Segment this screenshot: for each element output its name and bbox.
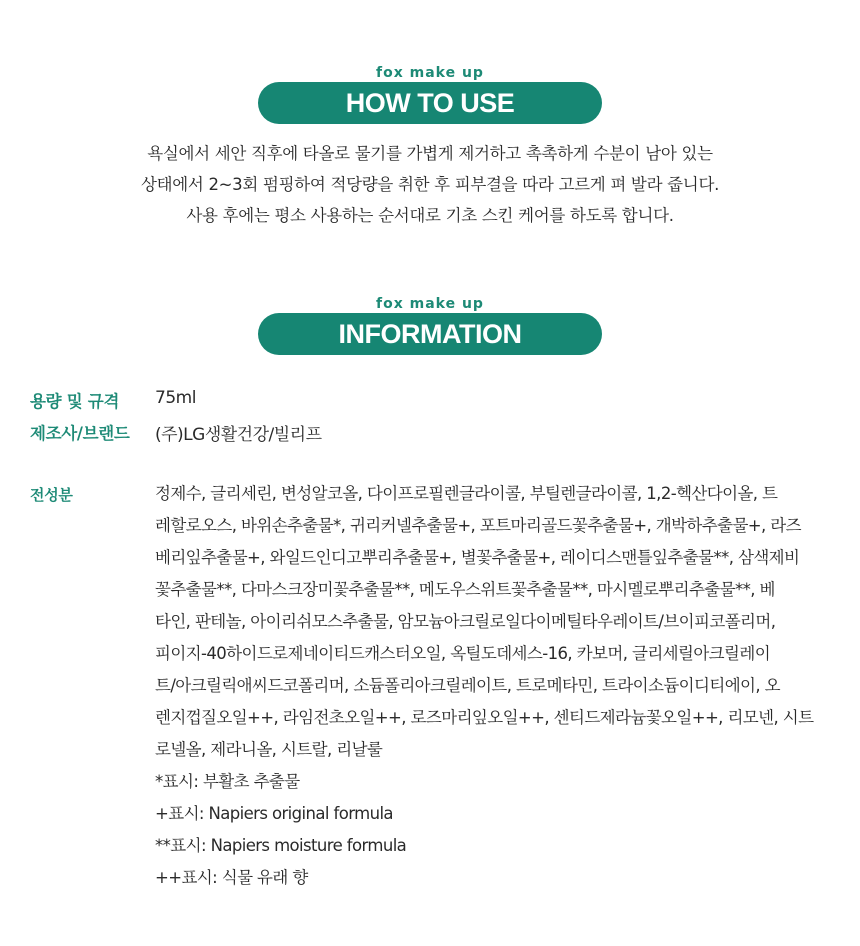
- footnote-line: *표시: 부활초 추출물: [155, 772, 300, 791]
- how-to-use-description: [0, 138, 860, 231]
- ingredients-line: 렌지껍질오일++, 라임전초오일++, 로즈마리잎오일++, 센티드제라늄꽃오일++, 리모넨, 시트: [155, 708, 814, 727]
- information-header: [0, 295, 860, 355]
- ingredients-line: 타인, 판테놀, 아이리쉬모스추출물, 암모늄아크릴로일다이메틸타우레이트/브이피코폴리머,: [155, 612, 776, 631]
- how-to-use-title-pill: HOW TO USE: [258, 82, 602, 124]
- ingredients-line: 레할로오스, 바위손추출물*, 귀리커넬추출물+, 포트마리골드꽃추출물+, 개박하추출물+, 라즈: [155, 516, 801, 535]
- how-to-use-line-1: 욕실에서 세안 직후에 타올로 물기를 가볍게 제거하고 촉촉하게 수분이 남아 있는: [147, 144, 713, 163]
- ingredients-line: 꽃추출물**, 다마스크장미꽃추출물**, 메도우스위트꽃추출물**, 마시멜로뿌리추출물**, 베: [155, 580, 775, 599]
- how-to-use-header: [0, 64, 860, 124]
- maker-label: 제조사/브랜드: [30, 424, 130, 443]
- information-title-pill: INFORMATION: [258, 313, 602, 355]
- footnote-line: +표시: Napiers original formula: [155, 804, 393, 823]
- ingredients-label: 전성분: [30, 486, 73, 504]
- footnote-line: ++표시: 식물 유래 향: [155, 868, 308, 887]
- information-brand: fox make up: [376, 296, 484, 312]
- ingredients-line: 정제수, 글리세린, 변성알코올, 다이프로필렌글라이콜, 부틸렌글라이콜, 1,2-헥산다이올, 트: [155, 484, 778, 503]
- ingredients-line: 트/아크릴릭애씨드코폴리머, 소듐폴리아크릴레이트, 트로메타민, 트라이소듐이디티에이, 오: [155, 676, 781, 695]
- ingredients-line: 피이지-40하이드로제네이티드캐스터오일, 옥틸도데세스-16, 카보머, 글리세릴아크릴레이: [155, 644, 771, 663]
- maker-value: (주)LG생활건강/빌리프: [155, 425, 322, 445]
- ingredients-line: 로넬올, 제라니올, 시트랄, 리날룰: [155, 740, 383, 759]
- volume-value: 75ml: [155, 388, 196, 408]
- how-to-use-line-3: 사용 후에는 평소 사용하는 순서대로 기초 스킨 케어를 하도록 합니다.: [186, 206, 674, 225]
- footnote-line: **표시: Napiers moisture formula: [155, 836, 407, 855]
- how-to-use-line-2: 상태에서 2~3회 펌핑하여 적당량을 취한 후 피부결을 따라 고르게 펴 발라 줍니다.: [140, 175, 720, 194]
- volume-label: 용량 및 규격: [30, 392, 120, 411]
- how-to-use-brand: fox make up: [376, 65, 484, 81]
- ingredients-line: 베리잎추출물+, 와일드인디고뿌리추출물+, 별꽃추출물+, 레이디스맨틀잎추출물**, 삼색제비: [155, 548, 800, 567]
- ingredients-list: [155, 478, 831, 894]
